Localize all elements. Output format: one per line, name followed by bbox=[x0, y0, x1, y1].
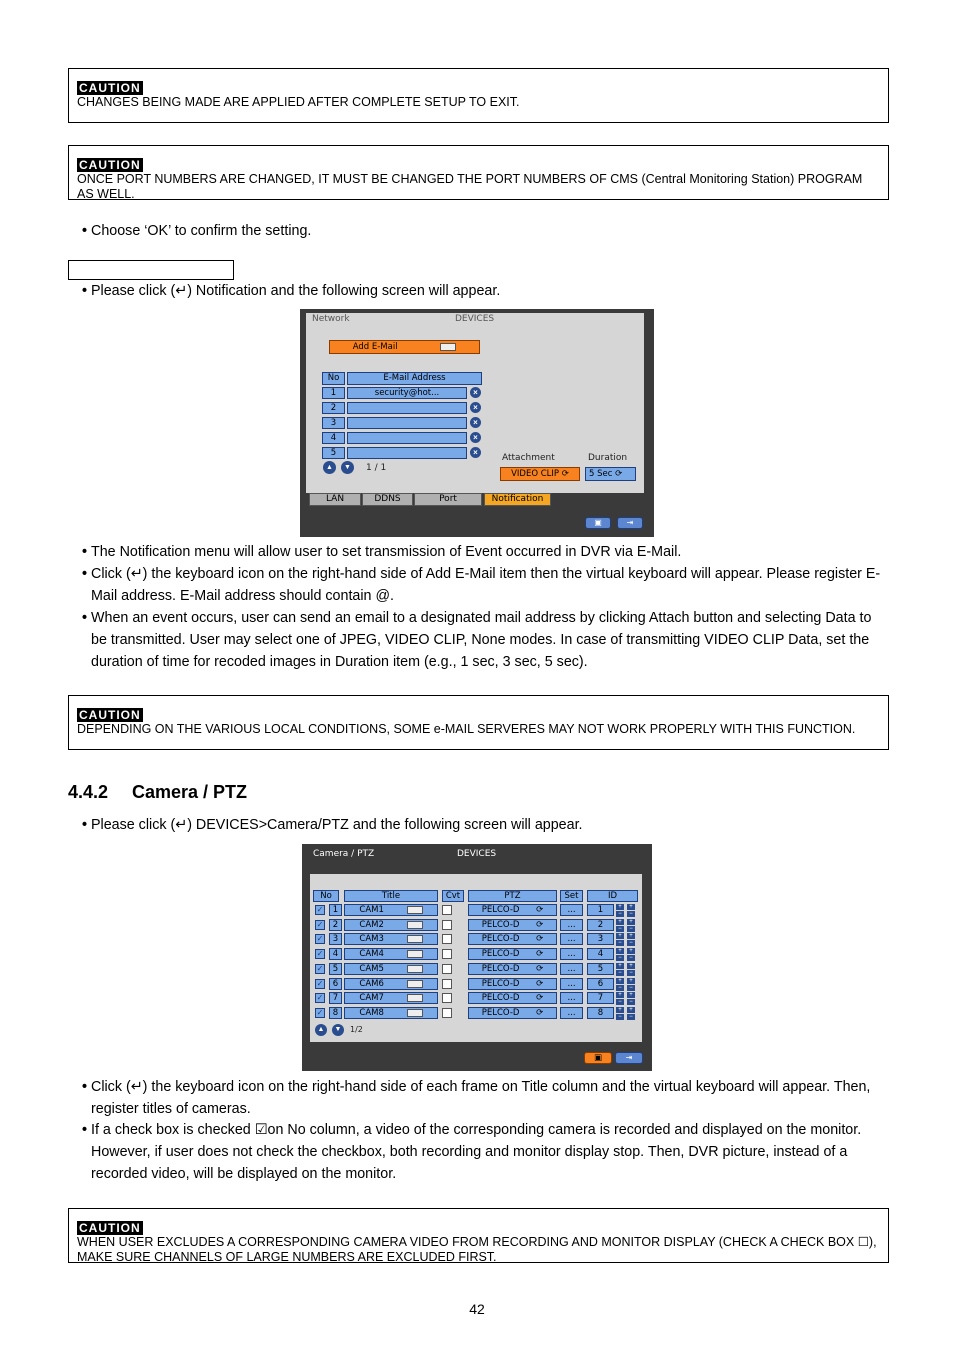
ptz-set-button[interactable]: ... bbox=[560, 1007, 583, 1019]
id-decrement-icon[interactable]: − bbox=[627, 970, 635, 976]
duration-label: Duration bbox=[588, 453, 628, 463]
camera-no: 1 bbox=[329, 904, 342, 916]
refresh-icon: ⟳ bbox=[536, 934, 544, 944]
id-increment-icon[interactable]: + bbox=[627, 904, 635, 910]
screen-header-center: DEVICES bbox=[455, 314, 495, 324]
caution-text: CHANGES BEING MADE ARE APPLIED AFTER COMPLETE SETUP TO EXIT. bbox=[77, 95, 520, 109]
screen-header-left: Camera / PTZ bbox=[313, 849, 375, 859]
tab-port[interactable]: Port bbox=[414, 493, 482, 506]
id-increment-icon[interactable]: + bbox=[627, 948, 635, 954]
keyboard-icon[interactable] bbox=[407, 965, 423, 973]
camera-title-field[interactable]: CAM5 bbox=[344, 963, 438, 975]
ptz-id-field[interactable]: 3 bbox=[587, 933, 614, 945]
refresh-icon: ⟳ bbox=[536, 993, 544, 1003]
ptz-set-button[interactable]: ... bbox=[560, 904, 583, 916]
duration-select[interactable]: 5 Sec ⟳ bbox=[585, 467, 636, 481]
exit-button[interactable]: ⇥ bbox=[617, 517, 643, 529]
camera-ptz-screenshot bbox=[302, 844, 652, 1071]
caution-text: ONCE PORT NUMBERS ARE CHANGED, IT MUST BE CHANGED THE PORT NUMBERS OF CMS (Central Monitoring Station) PROGRAM AS WELL. bbox=[77, 172, 863, 201]
attachment-select[interactable]: VIDEO CLIP ⟳ bbox=[500, 467, 580, 481]
bullet-item: • When an event occurs, user can send an email to a designated mail address by clicking Attach button and selecting Data to be transmitted. User may select one of JPEG, VIDEO CLIP, None modes. In case of transmitting VIDEO CLIP Data, set the duration of time for recoded images in Duration item (e.g., 1 sec, 3 sec, 5 sec). bbox=[82, 608, 882, 673]
camera-no: 6 bbox=[329, 978, 342, 990]
screen-header-center: DEVICES bbox=[457, 849, 497, 859]
tab-notification[interactable]: Notification bbox=[484, 493, 551, 506]
caution-box bbox=[68, 68, 889, 123]
id-decrement-icon[interactable]: − bbox=[627, 955, 635, 961]
email-address-field[interactable] bbox=[347, 447, 467, 459]
col-no-header: No bbox=[313, 890, 339, 902]
add-email-button[interactable]: Add E-Mail bbox=[329, 340, 480, 354]
id-increment-icon[interactable]: + bbox=[616, 992, 624, 998]
camera-no: 7 bbox=[329, 992, 342, 1004]
id-decrement-icon[interactable]: − bbox=[616, 940, 624, 946]
id-decrement-icon[interactable]: − bbox=[627, 1014, 635, 1020]
col-title-header: Title bbox=[344, 890, 438, 902]
caution-box bbox=[68, 1208, 889, 1263]
keyboard-icon[interactable] bbox=[407, 994, 423, 1002]
ptz-protocol-select[interactable]: PELCO-D ⟳ bbox=[468, 919, 557, 931]
ptz-set-button[interactable]: ... bbox=[560, 963, 583, 975]
ptz-protocol-select[interactable]: PELCO-D ⟳ bbox=[468, 992, 557, 1004]
caution-label: CAUTION bbox=[79, 81, 141, 95]
ptz-id-field[interactable]: 2 bbox=[587, 919, 614, 931]
id-increment-icon[interactable]: + bbox=[627, 933, 635, 939]
id-increment-icon[interactable]: + bbox=[616, 948, 624, 954]
ptz-id-field[interactable]: 8 bbox=[587, 1007, 614, 1019]
ptz-set-button[interactable]: ... bbox=[560, 978, 583, 990]
exit-button[interactable]: ⇥ bbox=[615, 1052, 643, 1064]
bullet-item: • Please click (↵) Notification and the following screen will appear. bbox=[82, 281, 882, 303]
delete-icon[interactable]: × bbox=[470, 447, 481, 458]
page-down-icon[interactable]: ▼ bbox=[332, 1024, 344, 1036]
ptz-protocol-select[interactable]: PELCO-D ⟳ bbox=[468, 948, 557, 960]
id-increment-icon[interactable]: + bbox=[627, 992, 635, 998]
col-cvt-header: Cvt bbox=[442, 890, 464, 902]
id-increment-icon[interactable]: + bbox=[616, 1007, 624, 1013]
id-decrement-icon[interactable]: − bbox=[627, 985, 635, 991]
ptz-protocol-select[interactable]: PELCO-D ⟳ bbox=[468, 1007, 557, 1019]
save-button[interactable]: ▣ bbox=[585, 517, 611, 529]
tab-ddns[interactable]: DDNS bbox=[362, 493, 413, 506]
section-title: Camera / PTZ bbox=[132, 782, 248, 802]
record-checkbox[interactable]: ✓ bbox=[316, 905, 324, 914]
camera-title-field[interactable]: CAM8 bbox=[344, 1007, 438, 1019]
id-increment-icon[interactable]: + bbox=[616, 963, 624, 969]
id-decrement-icon[interactable]: − bbox=[616, 955, 624, 961]
camera-title-field[interactable]: CAM2 bbox=[344, 919, 438, 931]
bullet-text: Please click (↵) Notification and the following screen will appear. bbox=[91, 283, 501, 299]
page-up-icon[interactable]: ▲ bbox=[315, 1024, 327, 1036]
bullet-item: • Please click (↵) DEVICES>Camera/PTZ and the following screen will appear. bbox=[82, 815, 882, 837]
ptz-protocol-select[interactable]: PELCO-D ⟳ bbox=[468, 963, 557, 975]
id-decrement-icon[interactable]: − bbox=[616, 999, 624, 1005]
notification-screenshot bbox=[300, 309, 654, 537]
ptz-protocol-select[interactable]: PELCO-D ⟳ bbox=[468, 904, 557, 916]
bullet-text: Click (↵) the keyboard icon on the right-hand side of Add E-Mail item then the virtual keyboard will appear. Please register E-Mail address. E-Mail address should contain @. bbox=[91, 566, 881, 604]
bullet-item: • Click (↵) the keyboard icon on the right-hand side of Add E-Mail item then the virtual keyboard will appear. Please register E-Mail address. E-Mail address should contain @. bbox=[82, 564, 882, 608]
delete-icon[interactable]: × bbox=[470, 387, 481, 398]
covert-checkbox[interactable] bbox=[442, 979, 452, 989]
tab-lan[interactable]: LAN bbox=[309, 493, 361, 506]
section-heading bbox=[68, 782, 247, 803]
camera-title-field[interactable]: CAM1 bbox=[344, 904, 438, 916]
id-increment-icon[interactable]: + bbox=[627, 1007, 635, 1013]
caution-text: WHEN USER EXCLUDES A CORRESPONDING CAMERA VIDEO FROM RECORDING AND MONITOR DISPLAY (CHECK A CHECK BOX ☐), MAKE SURE CHANNELS OF LARGE NUMBERS ARE EXCLUDED FIRST. bbox=[77, 1235, 877, 1264]
caution-label: CAUTION bbox=[79, 708, 141, 722]
ptz-id-field[interactable]: 1 bbox=[587, 904, 614, 916]
bullet-item: • If a check box is checked ☑on No column, a video of the corresponding camera is recorded and displayed on the monitor. However, if user does not check the checkbox, both recording and monitor display stop. Then, DVR picture, instead of a recorded video, will be displayed on the monitor. bbox=[82, 1120, 882, 1185]
page-indicator: 1/2 bbox=[350, 1025, 363, 1034]
bullet-item: • The Notification menu will allow user to set transmission of Event occurred in DVR via E-Mail. bbox=[82, 542, 882, 564]
id-decrement-icon[interactable]: − bbox=[616, 926, 624, 932]
id-increment-icon[interactable]: + bbox=[627, 963, 635, 969]
refresh-icon: ⟳ bbox=[536, 979, 544, 989]
email-row-no: 3 bbox=[322, 417, 345, 429]
id-increment-icon[interactable]: + bbox=[616, 904, 624, 910]
id-increment-icon[interactable]: + bbox=[616, 978, 624, 984]
id-increment-icon[interactable]: + bbox=[616, 919, 624, 925]
page-number: 42 bbox=[469, 1301, 485, 1317]
delete-icon[interactable]: × bbox=[470, 432, 481, 443]
keyboard-icon[interactable] bbox=[407, 906, 423, 914]
email-address-field[interactable] bbox=[347, 417, 467, 429]
ptz-protocol-select[interactable]: PELCO-D ⟳ bbox=[468, 978, 557, 990]
email-address-field[interactable] bbox=[347, 402, 467, 414]
keyboard-icon[interactable] bbox=[407, 935, 423, 943]
covert-checkbox[interactable] bbox=[442, 993, 452, 1003]
save-button[interactable]: ▣ bbox=[584, 1052, 612, 1064]
email-row-no: 5 bbox=[322, 447, 345, 459]
record-checkbox[interactable]: ✓ bbox=[316, 964, 324, 973]
ptz-id-field[interactable]: 6 bbox=[587, 978, 614, 990]
section-number: 4.4.2 bbox=[68, 782, 109, 802]
caution-label: CAUTION bbox=[79, 1221, 141, 1235]
refresh-icon: ⟳ bbox=[561, 469, 569, 479]
camera-title-field[interactable]: CAM7 bbox=[344, 992, 438, 1004]
empty-heading-box bbox=[68, 260, 234, 280]
covert-checkbox[interactable] bbox=[442, 920, 452, 930]
record-checkbox[interactable]: ✓ bbox=[316, 1008, 324, 1017]
keyboard-icon[interactable] bbox=[407, 980, 423, 988]
page-down-icon[interactable]: ▼ bbox=[341, 461, 354, 474]
col-no-header: No bbox=[322, 372, 345, 385]
caution-label: CAUTION bbox=[79, 158, 141, 172]
covert-checkbox[interactable] bbox=[442, 1008, 452, 1018]
col-set-header: Set bbox=[560, 890, 583, 902]
covert-checkbox[interactable] bbox=[442, 949, 452, 959]
delete-icon[interactable]: × bbox=[470, 402, 481, 413]
covert-checkbox[interactable] bbox=[442, 905, 452, 915]
ptz-id-field[interactable]: 7 bbox=[587, 992, 614, 1004]
caution-text: DEPENDING ON THE VARIOUS LOCAL CONDITIONS, SOME e-MAIL SERVERES MAY NOT WORK PROPERLY WITH THIS FUNCTION. bbox=[77, 722, 856, 736]
bullet-text: When an event occurs, user can send an email to a designated mail address by clicking Attach button and selecting Data to be transmitted. User may select one of JPEG, VIDEO CLIP, None modes. In case of transmitting VIDEO CLIP Data, set the duration of time for recoded images in Duration item (e.g., 1 sec, 3 sec, 5 sec). bbox=[91, 610, 872, 670]
bullet-item: • Choose ‘OK’ to confirm the setting. bbox=[82, 221, 882, 243]
refresh-icon: ⟳ bbox=[536, 905, 544, 915]
page-up-icon[interactable]: ▲ bbox=[323, 461, 336, 474]
ptz-set-button[interactable]: ... bbox=[560, 919, 583, 931]
email-row-no: 4 bbox=[322, 432, 345, 444]
email-row-no: 1 bbox=[322, 387, 345, 399]
refresh-icon: ⟳ bbox=[536, 920, 544, 930]
keyboard-icon[interactable] bbox=[407, 921, 423, 929]
email-row-no: 2 bbox=[322, 402, 345, 414]
refresh-icon: ⟳ bbox=[536, 949, 544, 959]
keyboard-icon[interactable] bbox=[407, 950, 423, 958]
id-increment-icon[interactable]: + bbox=[627, 978, 635, 984]
bullet-item: • Click (↵) the keyboard icon on the right-hand side of each frame on Title column and the virtual keyboard will appear. Then, register titles of cameras. bbox=[82, 1077, 882, 1121]
delete-icon[interactable]: × bbox=[470, 417, 481, 428]
id-decrement-icon[interactable]: − bbox=[616, 970, 624, 976]
id-decrement-icon[interactable]: − bbox=[627, 911, 635, 917]
camera-no: 8 bbox=[329, 1007, 342, 1019]
col-ptz-header: PTZ bbox=[468, 890, 557, 902]
covert-checkbox[interactable] bbox=[442, 934, 452, 944]
id-increment-icon[interactable]: + bbox=[627, 919, 635, 925]
bullet-text: If a check box is checked ☑on No column, a video of the corresponding camera is recorded and displayed on the monitor. However, if user does not check the checkbox, both recording and monitor display stop. Then, DVR picture, instead of a recorded video, will be displayed on the monitor. bbox=[91, 1122, 862, 1182]
refresh-icon: ⟳ bbox=[615, 469, 623, 479]
camera-title-field[interactable]: CAM3 bbox=[344, 933, 438, 945]
id-decrement-icon[interactable]: − bbox=[627, 999, 635, 1005]
caution-box bbox=[68, 145, 889, 200]
bullet-text: The Notification menu will allow user to set transmission of Event occurred in DVR via E-Mail. bbox=[91, 544, 682, 560]
camera-no: 4 bbox=[329, 948, 342, 960]
record-checkbox[interactable]: ✓ bbox=[316, 934, 324, 943]
bullet-text: Choose ‘OK’ to confirm the setting. bbox=[91, 223, 312, 239]
id-decrement-icon[interactable]: − bbox=[627, 940, 635, 946]
ptz-set-button[interactable]: ... bbox=[560, 933, 583, 945]
bullet-text: Click (↵) the keyboard icon on the right-hand side of each frame on Title column and the virtual keyboard will appear. Then, register titles of cameras. bbox=[91, 1079, 871, 1117]
covert-checkbox[interactable] bbox=[442, 964, 452, 974]
refresh-icon: ⟳ bbox=[536, 964, 544, 974]
screen-header-left: Network bbox=[312, 314, 350, 324]
email-address-field[interactable] bbox=[347, 432, 467, 444]
email-address-field[interactable]: security@hot... bbox=[347, 387, 467, 399]
ptz-id-field[interactable]: 4 bbox=[587, 948, 614, 960]
page-indicator: 1 / 1 bbox=[366, 463, 387, 473]
keyboard-icon[interactable] bbox=[407, 1009, 423, 1017]
camera-no: 5 bbox=[329, 963, 342, 975]
ptz-protocol-select[interactable]: PELCO-D ⟳ bbox=[468, 933, 557, 945]
col-email-header: E-Mail Address bbox=[347, 372, 482, 385]
id-decrement-icon[interactable]: − bbox=[616, 1014, 624, 1020]
bullet-text: Please click (↵) DEVICES>Camera/PTZ and the following screen will appear. bbox=[91, 817, 583, 833]
caution-box bbox=[68, 695, 889, 750]
col-id-header: ID bbox=[587, 890, 638, 902]
ptz-id-field[interactable]: 5 bbox=[587, 963, 614, 975]
camera-no: 3 bbox=[329, 933, 342, 945]
record-checkbox[interactable]: ✓ bbox=[316, 993, 324, 1002]
id-decrement-icon[interactable]: − bbox=[616, 985, 624, 991]
id-decrement-icon[interactable]: − bbox=[616, 911, 624, 917]
record-checkbox[interactable]: ✓ bbox=[316, 949, 324, 958]
refresh-icon: ⟳ bbox=[536, 1008, 544, 1018]
id-decrement-icon[interactable]: − bbox=[627, 926, 635, 932]
camera-no: 2 bbox=[329, 919, 342, 931]
id-increment-icon[interactable]: + bbox=[616, 933, 624, 939]
record-checkbox[interactable]: ✓ bbox=[316, 920, 324, 929]
record-checkbox[interactable]: ✓ bbox=[316, 979, 324, 988]
ptz-set-button[interactable]: ... bbox=[560, 992, 583, 1004]
camera-title-field[interactable]: CAM6 bbox=[344, 978, 438, 990]
keyboard-icon[interactable] bbox=[440, 343, 456, 351]
attachment-label: Attachment bbox=[502, 453, 555, 463]
camera-title-field[interactable]: CAM4 bbox=[344, 948, 438, 960]
ptz-set-button[interactable]: ... bbox=[560, 948, 583, 960]
